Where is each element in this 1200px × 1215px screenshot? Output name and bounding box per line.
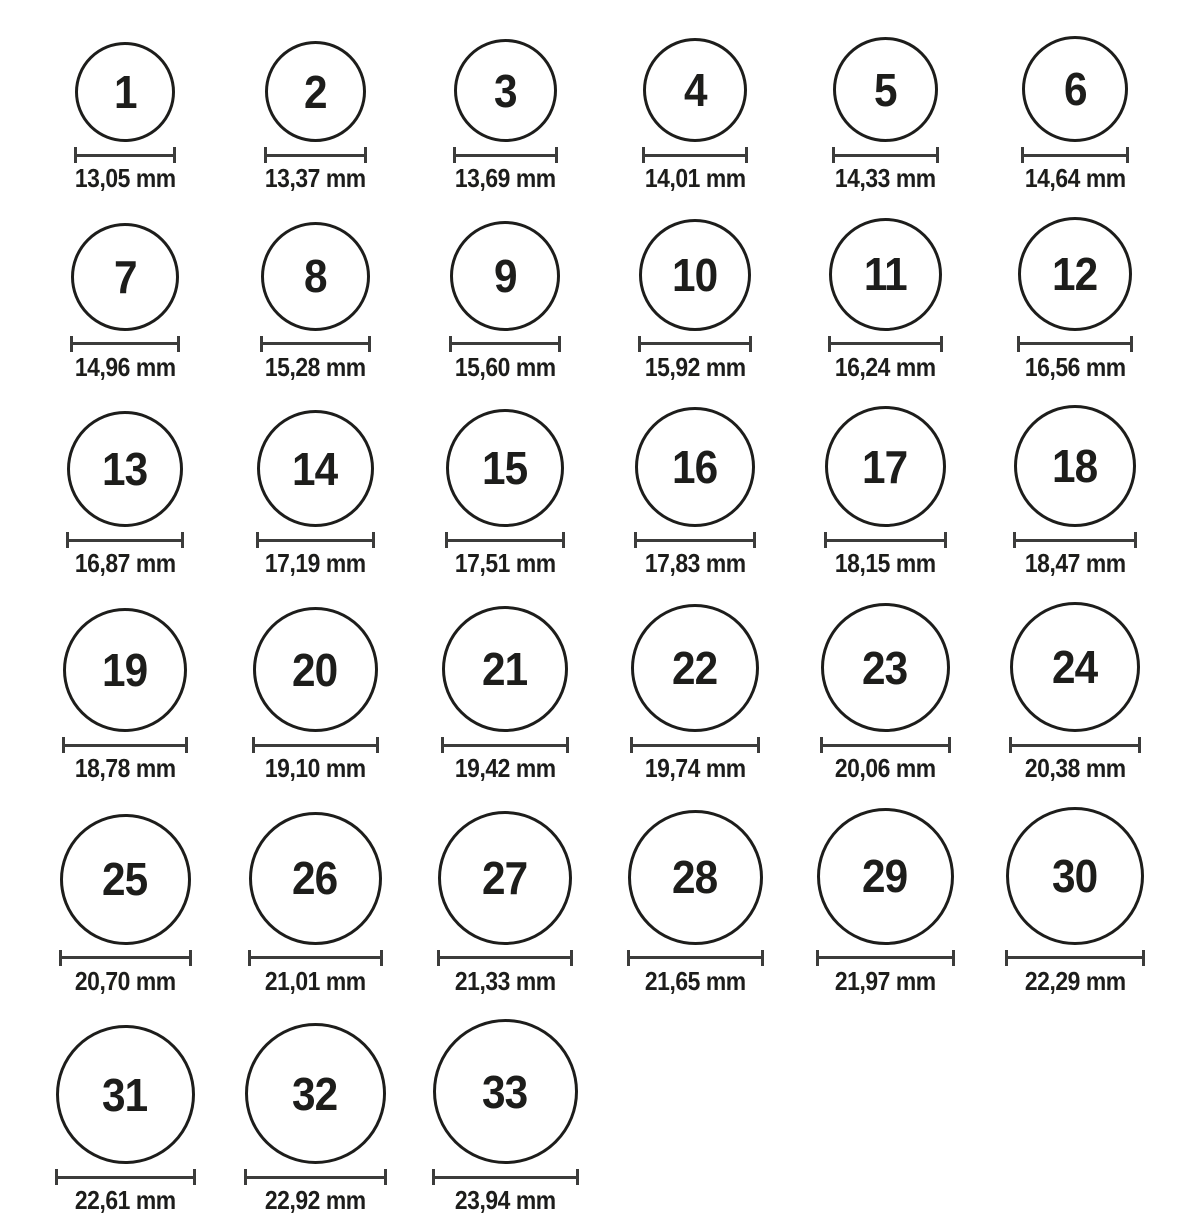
ring-circle (1010, 602, 1140, 732)
diameter-measure-line (627, 950, 764, 966)
ring-size-number: 15 (482, 442, 528, 495)
ring-size-item (220, 607, 410, 784)
ring-circle (63, 608, 187, 732)
ring-size-number: 6 (1063, 63, 1087, 115)
diameter-label: 19,42 mm (454, 753, 556, 784)
ring-size-number: 24 (1052, 641, 1098, 694)
ring-size-number: 20 (292, 643, 338, 696)
diameter-label: 14,01 mm (644, 163, 746, 193)
ring-size-number: 21 (482, 643, 528, 696)
diameter-label: 15,28 mm (264, 351, 366, 382)
ring-size-number: 5 (873, 63, 897, 116)
diameter-label: 14,33 mm (834, 163, 936, 193)
diameter-measure-line (449, 336, 561, 352)
ring-circle (635, 407, 755, 527)
ring-circle (265, 41, 366, 142)
ring-size-number: 18 (1052, 440, 1098, 493)
diameter-label: 22,92 mm (264, 1185, 366, 1215)
ring-circle (75, 42, 175, 142)
diameter-label: 16,24 mm (834, 351, 936, 382)
diameter-label: 21,65 mm (644, 965, 746, 996)
diameter-label: 13,05 mm (74, 163, 176, 193)
ring-size-item (790, 406, 980, 579)
diameter-measure-line (820, 737, 951, 753)
ring-size-number: 1 (113, 66, 137, 118)
diameter-measure-line (66, 532, 184, 548)
diameter-label: 17,83 mm (644, 548, 746, 579)
ring-size-item (600, 604, 790, 784)
ring-size-item (790, 37, 980, 191)
ring-circle (825, 406, 946, 527)
diameter-measure-line (1013, 532, 1137, 548)
ring-size-number: 25 (102, 853, 148, 906)
ring-size-item (980, 807, 1170, 994)
ring-circle (71, 223, 179, 331)
diameter-label: 21,33 mm (454, 965, 556, 996)
ring-size-item (980, 602, 1170, 784)
ring-size-item (410, 606, 600, 784)
ring-size-number: 9 (493, 249, 517, 302)
diameter-measure-line (248, 950, 383, 966)
diameter-label: 22,61 mm (74, 1185, 176, 1215)
diameter-measure-line (252, 737, 379, 753)
diameter-label: 21,01 mm (264, 965, 366, 996)
ring-circle (639, 219, 751, 331)
diameter-label: 20,06 mm (834, 753, 936, 784)
ring-circle (643, 38, 747, 142)
ring-circle (817, 808, 954, 945)
diameter-label: 19,10 mm (264, 753, 366, 784)
diameter-measure-line (62, 737, 188, 753)
diameter-label: 16,56 mm (1024, 351, 1126, 382)
diameter-measure-line (244, 1169, 387, 1185)
diameter-label: 15,92 mm (644, 351, 746, 382)
ring-size-item (790, 808, 980, 994)
diameter-measure-line (816, 950, 955, 966)
ring-size-item (410, 1019, 600, 1213)
ring-size-item (980, 36, 1170, 191)
diameter-measure-line (445, 532, 565, 548)
ring-circle (257, 410, 374, 527)
ring-circle (442, 606, 568, 732)
ring-size-number: 22 (672, 642, 718, 695)
ring-size-number: 17 (862, 440, 908, 493)
ring-size-item (30, 1025, 220, 1213)
diameter-measure-line (432, 1169, 579, 1185)
diameter-measure-line (437, 950, 573, 966)
diameter-measure-line (1017, 336, 1133, 352)
ring-size-number: 7 (113, 250, 137, 303)
ring-size-item (790, 603, 980, 784)
ring-circle (1006, 807, 1144, 945)
ring-size-number: 19 (102, 644, 148, 697)
ring-circle (454, 39, 557, 142)
ring-circle (833, 37, 938, 142)
diameter-measure-line (453, 147, 558, 163)
diameter-measure-line (832, 147, 939, 163)
diameter-label: 13,37 mm (264, 163, 366, 193)
ring-size-number: 16 (672, 441, 718, 494)
diameter-label: 14,64 mm (1024, 163, 1126, 193)
ring-size-item (30, 814, 220, 994)
diameter-label: 18,15 mm (834, 548, 936, 579)
ring-size-number: 27 (482, 851, 528, 904)
ring-size-number: 31 (102, 1068, 148, 1121)
ring-size-item (410, 39, 600, 191)
ring-size-item (600, 810, 790, 994)
ring-size-item (600, 38, 790, 191)
ring-size-item (30, 411, 220, 579)
ring-size-number: 14 (292, 442, 338, 495)
ring-size-item (980, 405, 1170, 579)
diameter-label: 18,47 mm (1024, 548, 1126, 579)
ring-size-item (30, 608, 220, 784)
ring-size-item (220, 1023, 410, 1213)
ring-size-item (220, 410, 410, 579)
ring-size-item (410, 221, 600, 380)
diameter-measure-line (634, 532, 756, 548)
diameter-label: 21,97 mm (834, 965, 936, 996)
ring-circle (631, 604, 759, 732)
ring-circle (628, 810, 763, 945)
diameter-measure-line (1009, 737, 1141, 753)
diameter-label: 18,78 mm (74, 753, 176, 784)
diameter-measure-line (256, 532, 375, 548)
ring-circle (261, 222, 370, 331)
ring-circle (56, 1025, 195, 1164)
diameter-measure-line (264, 147, 367, 163)
ring-circle (446, 409, 564, 527)
ring-size-number: 33 (482, 1065, 528, 1118)
ring-circle (450, 221, 560, 331)
ring-circle (438, 811, 572, 945)
diameter-label: 23,94 mm (454, 1185, 556, 1215)
ring-circle (249, 812, 382, 945)
ring-size-number: 23 (862, 641, 908, 694)
diameter-measure-line (59, 950, 192, 966)
diameter-measure-line (630, 737, 760, 753)
diameter-label: 19,74 mm (644, 753, 746, 784)
diameter-label: 14,96 mm (74, 351, 176, 382)
ring-size-number: 2 (303, 65, 327, 118)
ring-size-number: 11 (863, 248, 907, 301)
ring-size-item (790, 218, 980, 380)
ring-circle (67, 411, 183, 527)
diameter-measure-line (642, 147, 748, 163)
diameter-measure-line (74, 147, 176, 163)
ring-size-item (220, 41, 410, 191)
ring-size-number: 4 (683, 64, 707, 116)
ring-circle (1022, 36, 1128, 142)
diameter-measure-line (70, 336, 180, 352)
diameter-label: 15,60 mm (454, 351, 556, 382)
ring-size-number: 26 (292, 852, 338, 905)
diameter-label: 17,19 mm (264, 548, 366, 579)
ring-circle (433, 1019, 578, 1164)
ring-size-number: 10 (672, 248, 718, 301)
ring-size-number: 8 (303, 250, 327, 303)
diameter-label: 13,69 mm (454, 163, 556, 193)
diameter-measure-line (828, 336, 943, 352)
ring-size-item (600, 407, 790, 579)
diameter-label: 20,38 mm (1024, 753, 1126, 784)
diameter-measure-line (55, 1169, 196, 1185)
diameter-label: 22,29 mm (1024, 965, 1126, 996)
ring-size-item (410, 409, 600, 579)
ring-size-item (30, 42, 220, 191)
ring-size-number: 32 (292, 1067, 338, 1120)
ring-size-number: 28 (672, 851, 718, 904)
diameter-label: 20,70 mm (74, 965, 176, 996)
diameter-measure-line (260, 336, 371, 352)
ring-circle (60, 814, 191, 945)
ring-circle (245, 1023, 386, 1164)
diameter-label: 16,87 mm (74, 548, 176, 579)
ring-size-number: 12 (1052, 247, 1098, 300)
diameter-measure-line (638, 336, 752, 352)
ring-circle (1014, 405, 1136, 527)
ring-size-number: 3 (493, 64, 517, 117)
ring-size-number: 29 (862, 850, 908, 903)
diameter-measure-line (1021, 147, 1129, 163)
diameter-label: 17,51 mm (454, 548, 556, 579)
ring-circle (253, 607, 378, 732)
ring-size-number: 30 (1052, 849, 1098, 902)
ring-size-number: 13 (102, 443, 148, 496)
ring-size-item (410, 811, 600, 994)
ring-circle (1018, 217, 1132, 331)
ring-size-item (220, 222, 410, 380)
ring-circle (829, 218, 942, 331)
ring-size-item (220, 812, 410, 994)
ring-size-item (980, 217, 1170, 380)
ring-size-item (30, 223, 220, 380)
diameter-measure-line (1005, 950, 1145, 966)
ring-size-item (600, 219, 790, 380)
diameter-measure-line (441, 737, 569, 753)
diameter-measure-line (824, 532, 947, 548)
ring-circle (821, 603, 950, 732)
